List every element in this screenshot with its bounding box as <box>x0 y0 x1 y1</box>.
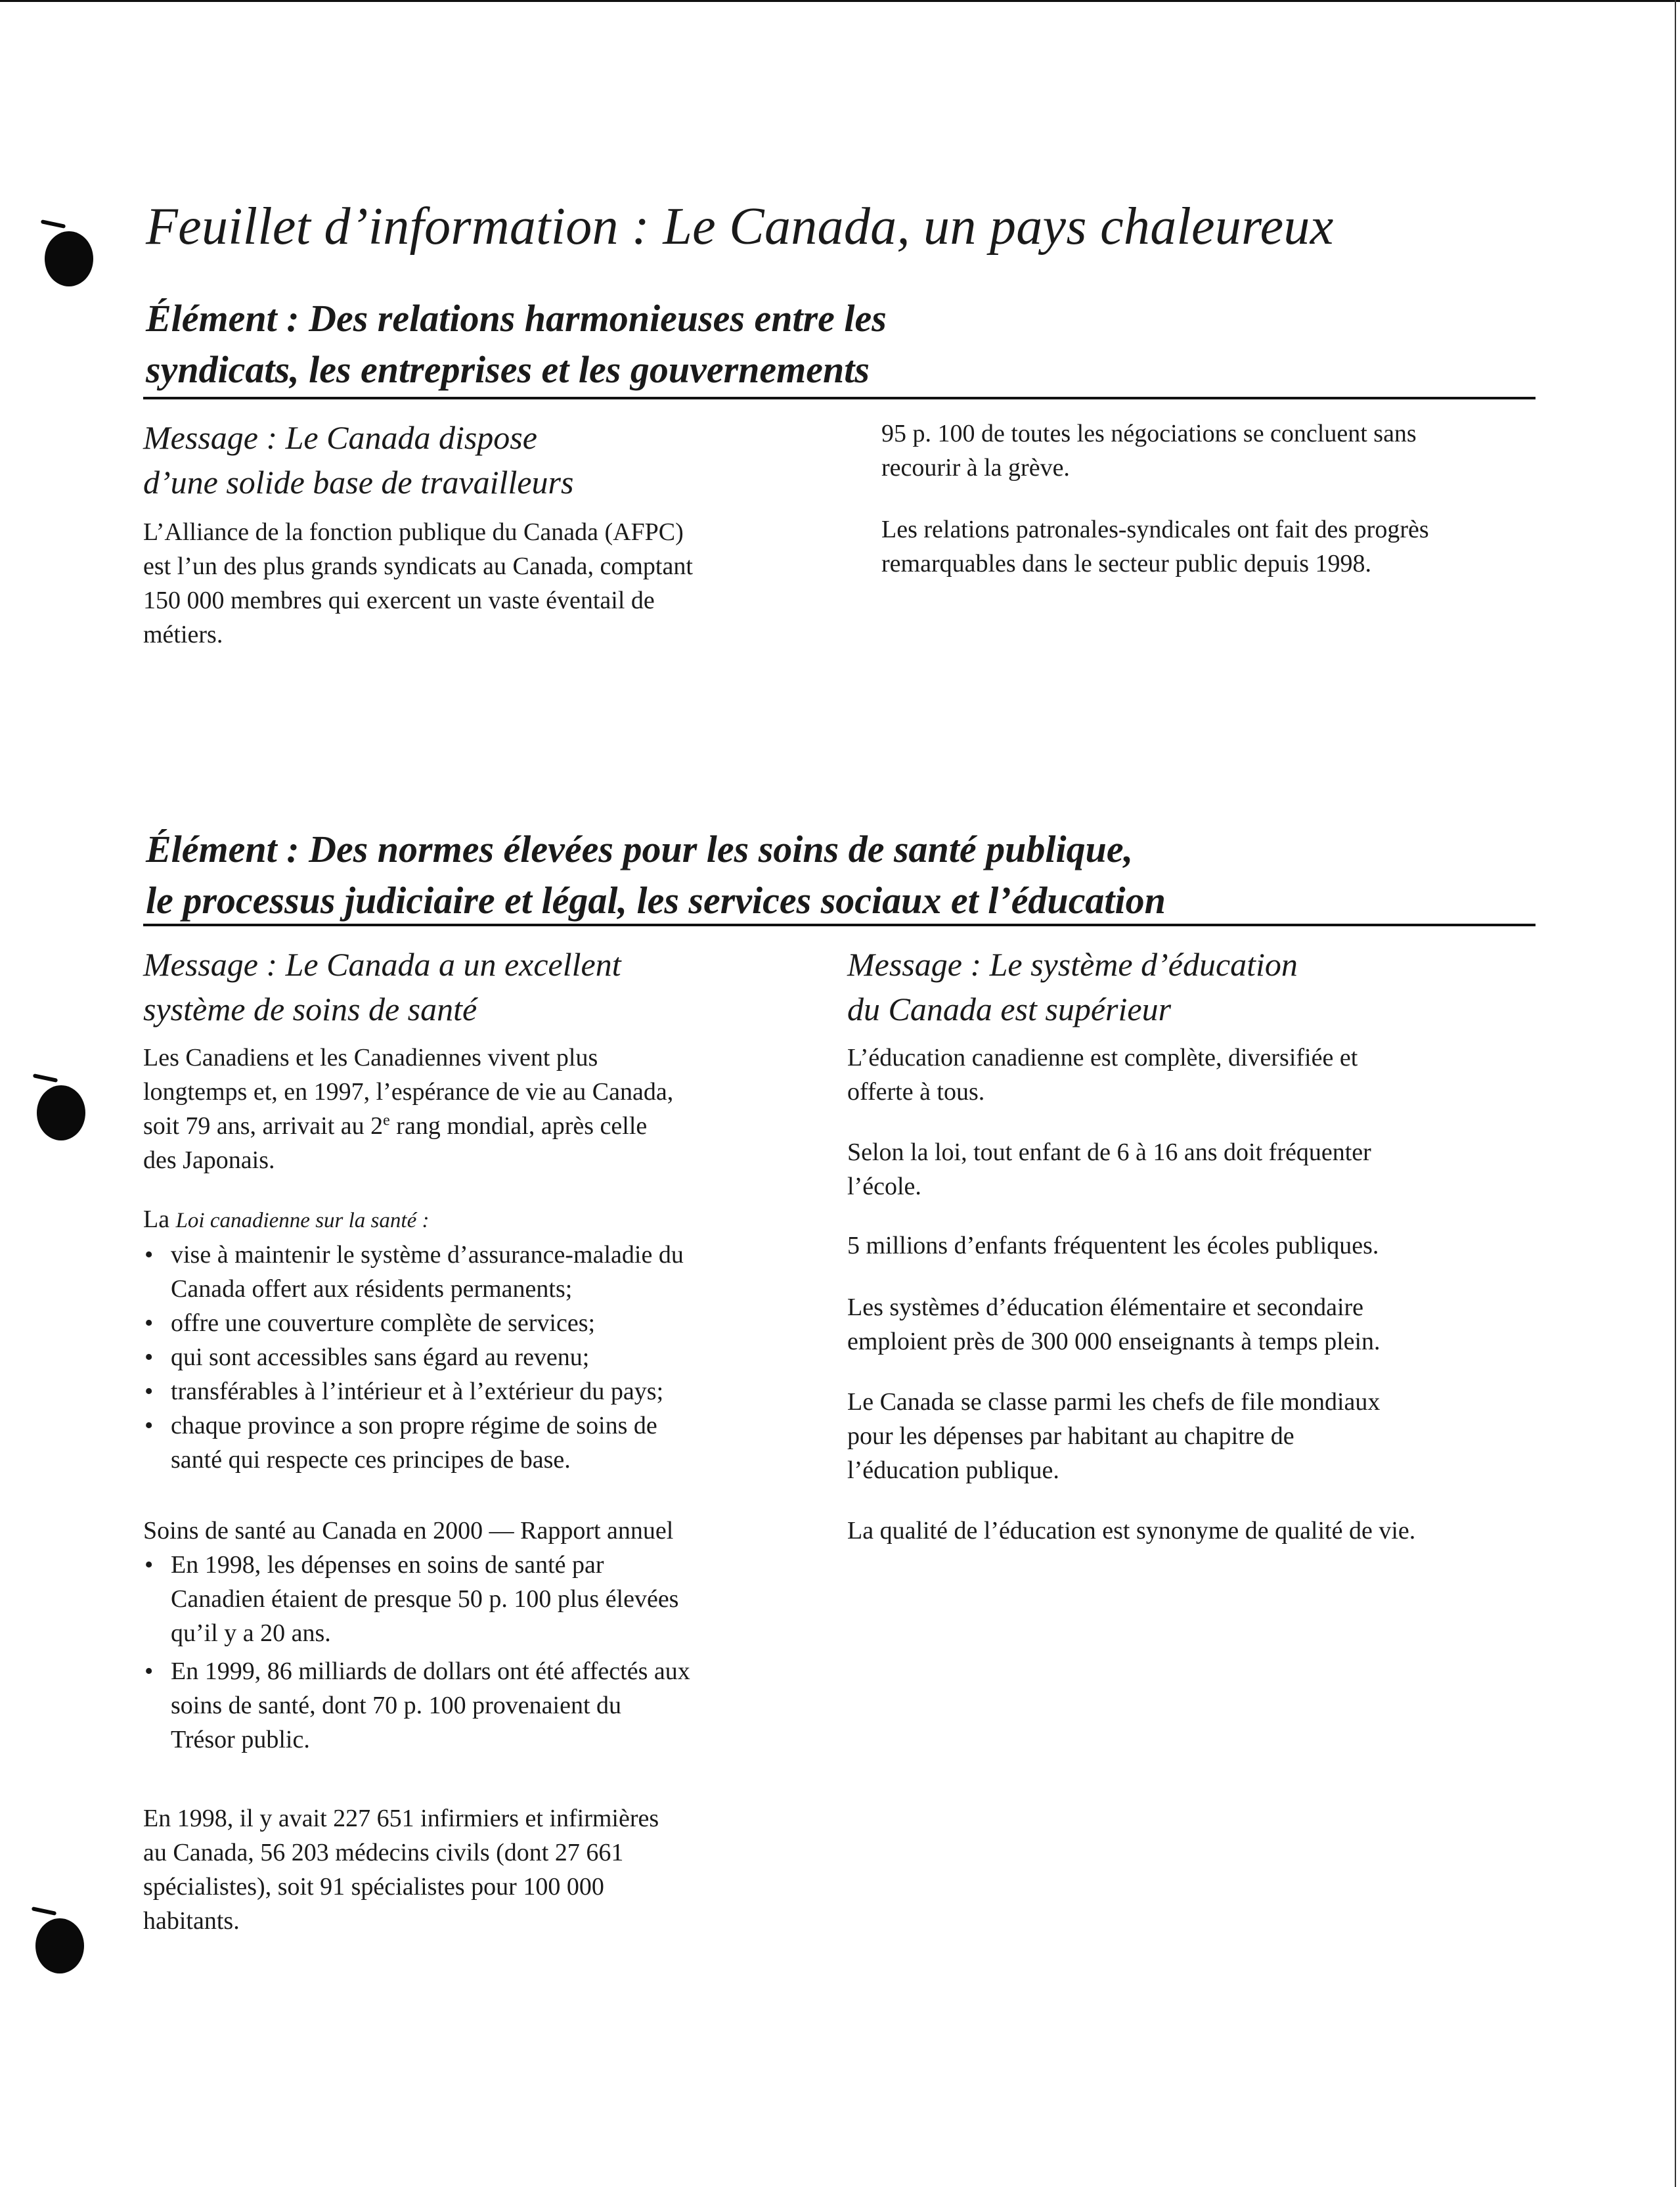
element1-heading <box>146 293 887 395</box>
negotiations-paragraph <box>881 417 1578 485</box>
punch-hole-bottom <box>35 1918 84 1973</box>
message-heading-line: d’une solide base de travailleurs <box>143 464 574 501</box>
para-line: 5 millions d’enfants fréquentent les écoles publiques. <box>847 1232 1379 1259</box>
para-line: longtemps et, en 1997, l’espérance de vie au Canada, <box>143 1078 674 1106</box>
list-item <box>143 1238 800 1306</box>
bullet-line: • offre une couverture complète de services; <box>171 1309 596 1337</box>
education-paragraph-3 <box>847 1229 1543 1263</box>
bullet-line: • qui sont accessibles sans égard au revenu; <box>171 1343 590 1371</box>
list-item <box>143 1306 800 1340</box>
list-item <box>143 1409 800 1477</box>
education-paragraph-4 <box>847 1290 1543 1359</box>
message-heading-line: Message : Le Canada a un excellent <box>143 946 621 983</box>
para-line: au Canada, 56 203 médecins civils (dont 27 661 <box>143 1839 624 1866</box>
bullet-line: Canadien étaient de presque 50 p. 100 plus élevées <box>171 1585 679 1613</box>
health-report-title: Soins de santé au Canada en 2000 — Rapport annuel <box>143 1517 674 1544</box>
bullet-line: • transférables à l’intérieur et à l’extérieur du pays; <box>171 1378 664 1405</box>
education-message-heading <box>847 942 1298 1031</box>
workforce-message-heading <box>143 415 573 505</box>
education-paragraph-1 <box>847 1041 1543 1109</box>
bullet-line: Canada offert aux résidents permanents; <box>171 1275 573 1303</box>
page-title: Feuillet d’information : Le Canada, un pays chaleureux <box>146 198 1334 256</box>
para-line: remarquables dans le secteur public depuis 1998. <box>881 550 1372 577</box>
para-line: l’éducation publique. <box>847 1456 1059 1484</box>
para-line: L’Alliance de la fonction publique du Canada (AFPC) <box>143 518 684 546</box>
para-line: habitants. <box>143 1907 240 1935</box>
para-line: des Japonais. <box>143 1146 275 1174</box>
para-line: emploient près de 300 000 enseignants à temps plein. <box>847 1328 1381 1355</box>
list-item <box>143 1548 800 1650</box>
para-line: En 1998, il y avait 227 651 infirmiers et infirmières <box>143 1805 659 1832</box>
right-border <box>1675 0 1676 2187</box>
bullet-line: santé qui respecte ces principes de base. <box>171 1446 571 1474</box>
para-line: 150 000 membres qui exercent un vaste éventail de <box>143 587 655 614</box>
para-line: soit 79 ans, arrivait au 2e rang mondial, après celle <box>143 1112 648 1140</box>
element2-heading-line: le processus judiciaire et légal, les services sociaux et l’éducation <box>146 879 1166 922</box>
education-paragraph-2 <box>847 1135 1543 1204</box>
para-line: La qualité de l’éducation est synonyme de qualité de vie. <box>847 1517 1416 1544</box>
psac-paragraph <box>143 515 800 652</box>
bullet-line: • En 1998, les dépenses en soins de santé par <box>171 1551 604 1579</box>
nurses-doctors-paragraph <box>143 1801 800 1938</box>
list-item <box>143 1654 800 1757</box>
para-line: est l’un des plus grands syndicats au Canada, comptant <box>143 552 693 580</box>
para-line: L’éducation canadienne est complète, diversifiée et <box>847 1044 1358 1071</box>
element2-rule <box>143 924 1536 926</box>
para-line: Les relations patronales-syndicales ont fait des progrès <box>881 516 1429 543</box>
health-act-name: Loi canadienne sur la santé : <box>175 1209 430 1232</box>
para-line: Le Canada se classe parmi les chefs de file mondiaux <box>847 1388 1381 1416</box>
bullet-line: • vise à maintenir le système d’assurance-maladie du <box>171 1241 684 1269</box>
punch-hole-top <box>45 231 93 286</box>
para-line: spécialistes), soit 91 spécialistes pour 100 000 <box>143 1873 604 1901</box>
health-act-block <box>143 1202 800 1477</box>
para-line: pour les dépenses par habitant au chapitre de <box>847 1422 1294 1450</box>
education-paragraph-6 <box>847 1514 1543 1548</box>
life-expectancy-paragraph <box>143 1041 800 1177</box>
bullet-line: qu’il y a 20 ans. <box>171 1619 331 1647</box>
para-line: Les Canadiens et les Canadiennes vivent plus <box>143 1044 598 1071</box>
bullet-line: • En 1999, 86 milliards de dollars ont été affectés aux <box>171 1657 690 1685</box>
para-line: offerte à tous. <box>847 1078 985 1106</box>
list-item <box>143 1340 800 1374</box>
para-line: 95 p. 100 de toutes les négociations se concluent sans <box>881 420 1417 447</box>
message-heading-line: du Canada est supérieur <box>847 991 1172 1027</box>
element1-heading-line: Élément : Des relations harmonieuses entre les <box>146 297 887 340</box>
health-report-bullets <box>143 1548 800 1757</box>
list-item <box>143 1374 800 1409</box>
health-act-prefix: La <box>143 1206 176 1233</box>
health-message-heading <box>143 942 621 1031</box>
message-heading-line: système de soins de santé <box>143 991 477 1027</box>
labour-relations-paragraph <box>881 512 1578 581</box>
punch-hole-middle <box>37 1085 85 1140</box>
bullet-line: • chaque province a son propre régime de soins de <box>171 1412 657 1439</box>
para-line: Selon la loi, tout enfant de 6 à 16 ans doit fréquenter <box>847 1139 1371 1166</box>
top-border <box>0 0 1680 2</box>
element1-heading-line: syndicats, les entreprises et les gouvernements <box>146 348 870 391</box>
health-report-block <box>143 1514 800 1757</box>
para-line: l’école. <box>847 1173 921 1200</box>
message-heading-line: Message : Le système d’éducation <box>847 946 1298 983</box>
bullet-line: Trésor public. <box>171 1726 310 1753</box>
para-line: Les systèmes d’éducation élémentaire et secondaire <box>847 1294 1364 1321</box>
message-heading-line: Message : Le Canada dispose <box>143 419 537 456</box>
element1-rule <box>143 397 1536 399</box>
element2-heading <box>146 824 1166 926</box>
education-paragraph-5 <box>847 1385 1543 1487</box>
element2-heading-line: Élément : Des normes élevées pour les soins de santé publique, <box>146 828 1134 870</box>
para-line: recourir à la grève. <box>881 454 1070 482</box>
para-line: métiers. <box>143 621 223 648</box>
health-act-lead-in <box>143 1202 800 1238</box>
health-act-bullets <box>143 1238 800 1477</box>
bullet-line: soins de santé, dont 70 p. 100 provenaient du <box>171 1692 622 1719</box>
